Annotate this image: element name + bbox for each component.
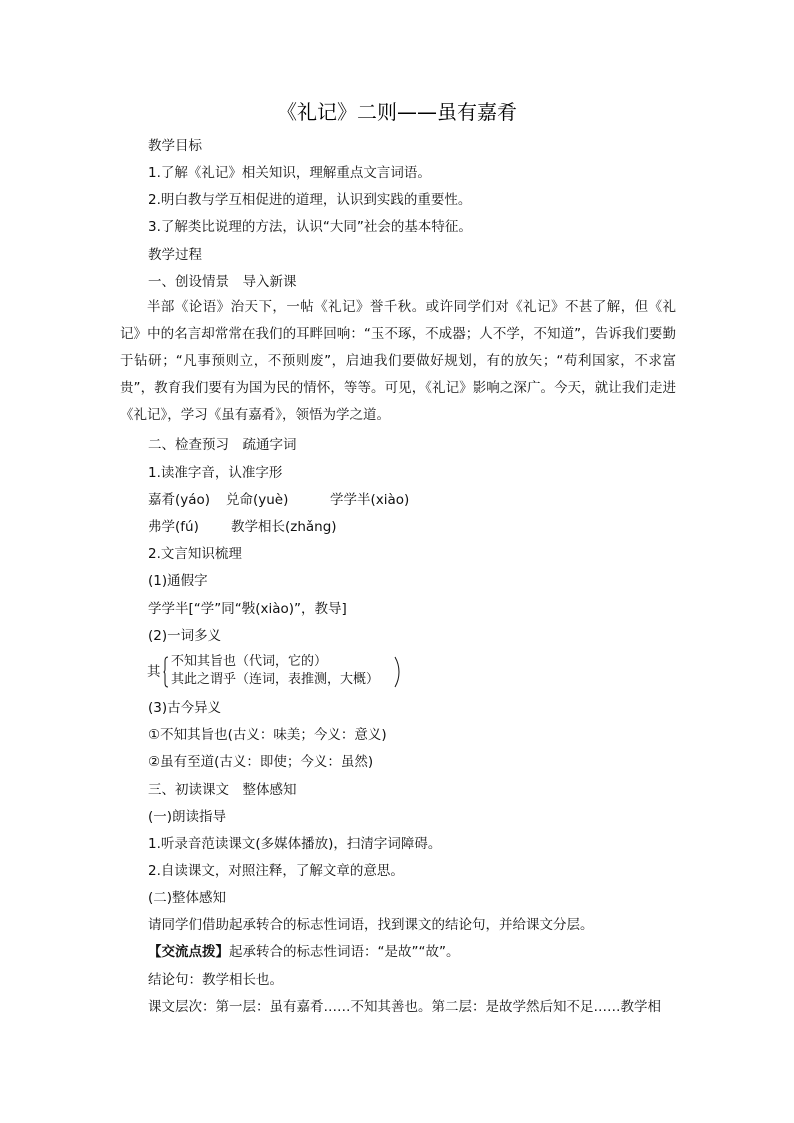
overall-perception-heading: (二)整体感知 (148, 890, 227, 906)
process-heading: 教学过程 (148, 247, 202, 263)
reading-guide-heading: (一)朗读指导 (148, 809, 227, 825)
reading-step-1: 1.听录音范读课文(多媒体播放)，扫清字词障碍。 (148, 836, 442, 852)
intro-paragraph: 半部《论语》治天下，一帖《礼记》誉千秋。或许同学们对《礼记》不甚了解，但《礼记》中的名言却常常在我们的耳畔回响：“玉不琢，不成器；人不学，不知道”，告诉我们要勤于钻研；“凡事预则立，不预则废”，启迪我们要做好规划，有的放矢；“苟利国家，不求富贵”，教育我们要有为国为民的情怀，等等。可见，《礼记》影响之深广。今天，就让我们走进《礼记》，学习《虽有嘉肴》，领悟为学之道。 (120, 299, 676, 424)
gujin-item-2: ②虽有至道(古义：即使；今义：虽然) (148, 754, 374, 770)
conclusion-sentence: 结论句：教学相长也。 (148, 972, 283, 988)
text-layers: 课文层次：第一层：虽有嘉肴……不知其善也。第二层：是故学然后知不足……教学相 (148, 999, 661, 1015)
yici-heading: (2)一词多义 (148, 628, 222, 644)
objective-item-1: 1.了解《礼记》相关知识，理解重点文言词语。 (148, 165, 431, 181)
section1-heading: 一、创设情景 导入新课 (148, 274, 297, 290)
section2-heading: 二、检查预习 疏通字词 (148, 437, 297, 453)
hint-text: 起承转合的标志性词语：“是故”“故”。 (229, 944, 460, 960)
pronunciation-item: 兑命(yuè) (226, 492, 289, 508)
objectives-heading: 教学目标 (148, 138, 202, 154)
overall-task: 请同学们借助起承转合的标志性词语，找到课文的结论句，并给课文分层。 (148, 917, 594, 933)
reading-step-2: 2.自读课文，对照注释，了解文章的意思。 (148, 863, 404, 879)
pronunciation-item: 嘉肴(yáo) (148, 492, 211, 508)
objective-item-3: 3.了解类比说理的方法，认识“大同”社会的基本特征。 (148, 219, 472, 235)
gujin-heading: (3)古今异义 (148, 700, 222, 716)
right-paren-icon (394, 656, 400, 688)
polysemy-meaning-1: 不知其旨也（代词，它的） (171, 654, 328, 669)
polysemy-character: 其 (147, 664, 161, 680)
hint-label: 【交流点拨】 (148, 944, 229, 960)
hint-line (148, 943, 459, 961)
left-brace-icon (163, 656, 169, 688)
polysemy-brace-group (120, 652, 420, 692)
tongjia-heading: (1)通假字 (148, 573, 208, 589)
pronunciation-subheading: 1.读准字音，认准字形 (148, 465, 283, 481)
gujin-item-1: ①不知其旨也(古义：味美；今义：意义) (148, 727, 387, 743)
pronunciation-item: 学学半(xiào) (330, 492, 410, 508)
section3-heading: 三、初读课文 整体感知 (148, 782, 297, 798)
polysemy-meaning-2: 其此之谓乎（连词，表推测，大概） (171, 672, 380, 687)
page-title: 《礼记》二则——虽有嘉肴 (277, 100, 517, 124)
pronunciation-item: 弗学(fú) (148, 519, 199, 535)
objective-item-2: 2.明白教与学互相促进的道理，认识到实践的重要性。 (148, 192, 472, 208)
tongjia-text: 学学半[“学”同“斅(xiào)”，教导] (148, 601, 347, 617)
pronunciation-item: 教学相长(zhǎng) (231, 519, 337, 535)
classical-knowledge-subheading: 2.文言知识梳理 (148, 546, 242, 562)
